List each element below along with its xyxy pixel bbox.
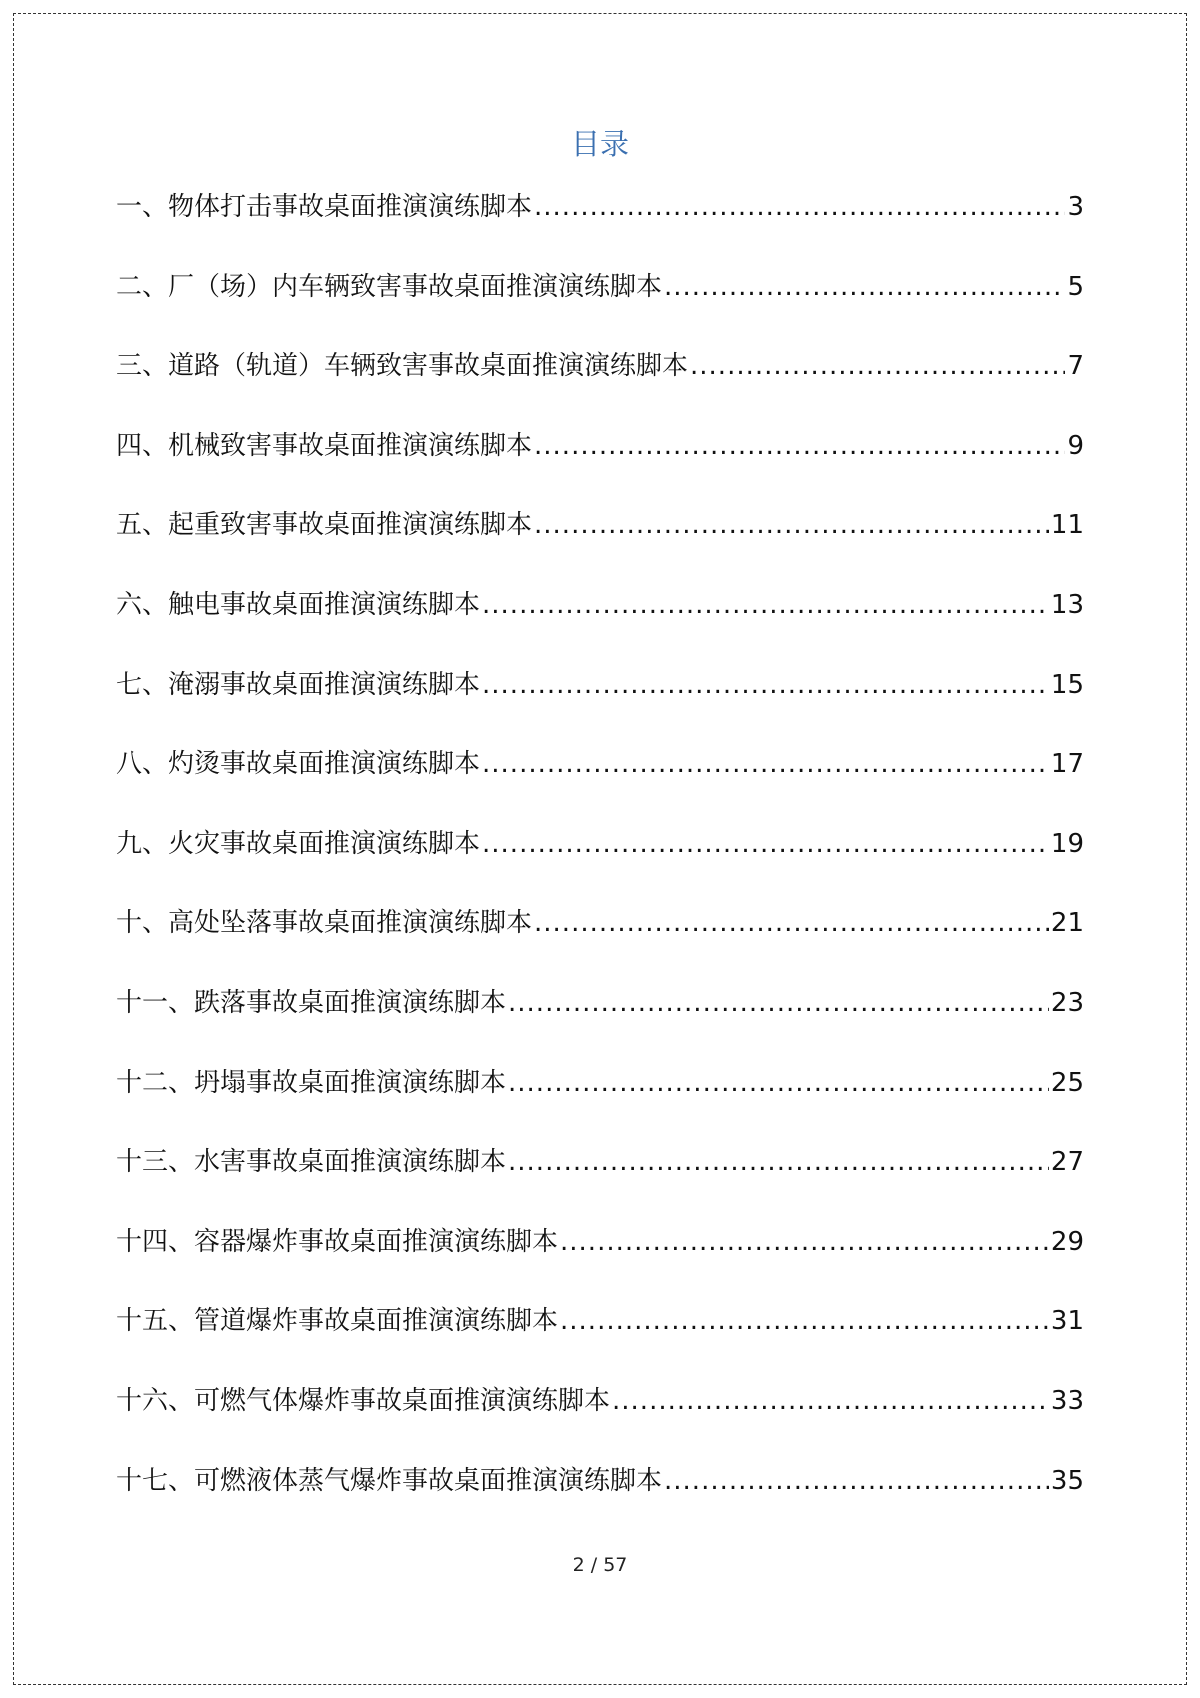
toc-entry-page: 9 <box>1067 430 1084 461</box>
toc-entry-label: 十三、水害事故桌面推演演练脚本 <box>116 1147 507 1178</box>
toc-dot-leader <box>508 1063 1049 1103</box>
toc-entry-label: 一、物体打击事故桌面推演演练脚本 <box>116 192 533 222</box>
toc-entry[interactable] <box>116 426 1084 506</box>
toc-entry-label: 十六、可燃气体爆炸事故桌面推演演练脚本 <box>116 1385 611 1416</box>
toc-dot-leader <box>664 1461 1049 1501</box>
toc-entry-page: 5 <box>1067 271 1084 302</box>
toc-entry[interactable] <box>116 267 1084 347</box>
toc-entry-label: 三、道路（轨道）车辆致害事故桌面推演演练脚本 <box>116 351 689 382</box>
toc-dot-leader <box>534 187 1065 227</box>
toc-dot-leader <box>612 1381 1049 1421</box>
toc-entry-label: 五、起重致害事故桌面推演演练脚本 <box>116 510 533 541</box>
toc-entry-page: 15 <box>1050 669 1084 700</box>
toc-dot-leader <box>534 426 1065 466</box>
toc-entry[interactable] <box>116 824 1084 904</box>
toc-dot-leader <box>482 744 1049 784</box>
toc-list <box>116 187 1084 1540</box>
toc-entry-page: 35 <box>1050 1465 1084 1496</box>
toc-entry[interactable] <box>116 1063 1084 1143</box>
toc-entry[interactable] <box>116 665 1084 745</box>
toc-entry-label: 十二、坍塌事故桌面推演演练脚本 <box>116 1067 507 1098</box>
toc-entry-page: 29 <box>1050 1226 1084 1257</box>
toc-title: 目录 <box>570 127 629 161</box>
toc-dot-leader <box>664 267 1065 307</box>
toc-entry[interactable] <box>116 505 1084 585</box>
toc-entry-page: 17 <box>1050 749 1084 780</box>
toc-entry[interactable] <box>116 585 1084 665</box>
toc-entry[interactable] <box>116 346 1084 426</box>
toc-entry-label: 十、高处坠落事故桌面推演演练脚本 <box>116 908 533 939</box>
toc-entry-page: 11 <box>1050 510 1084 541</box>
toc-dot-leader <box>534 505 1049 545</box>
toc-entry-page: 13 <box>1050 589 1084 620</box>
toc-entry-label: 八、灼烫事故桌面推演演练脚本 <box>116 749 481 780</box>
toc-entry-page: 3 <box>1067 192 1084 222</box>
toc-dot-leader <box>482 665 1049 705</box>
toc-entry[interactable] <box>116 1301 1084 1381</box>
toc-dot-leader <box>690 346 1065 386</box>
toc-entry-page: 7 <box>1067 351 1084 382</box>
toc-dot-leader <box>560 1301 1049 1341</box>
toc-entry-label: 四、机械致害事故桌面推演演练脚本 <box>116 430 533 461</box>
toc-dot-leader <box>508 983 1049 1023</box>
toc-entry[interactable] <box>116 1142 1084 1222</box>
toc-dot-leader <box>534 903 1049 943</box>
toc-entry-label: 二、厂（场）内车辆致害事故桌面推演演练脚本 <box>116 271 663 302</box>
toc-entry[interactable] <box>116 903 1084 983</box>
toc-entry-page: 25 <box>1050 1067 1084 1098</box>
toc-entry[interactable] <box>116 1461 1084 1541</box>
toc-dot-leader <box>560 1222 1049 1262</box>
toc-entry-label: 十七、可燃液体蒸气爆炸事故桌面推演演练脚本 <box>116 1465 663 1496</box>
toc-entry[interactable] <box>116 1381 1084 1461</box>
toc-entry-label: 十五、管道爆炸事故桌面推演演练脚本 <box>116 1306 559 1337</box>
toc-entry-page: 19 <box>1050 828 1084 859</box>
toc-entry-page: 21 <box>1050 908 1084 939</box>
toc-entry[interactable] <box>116 744 1084 824</box>
toc-entry-label: 九、火灾事故桌面推演演练脚本 <box>116 828 481 859</box>
toc-dot-leader <box>482 585 1049 625</box>
toc-dot-leader <box>482 824 1049 864</box>
toc-entry-label: 十四、容器爆炸事故桌面推演演练脚本 <box>116 1226 559 1257</box>
toc-entry-label: 六、触电事故桌面推演演练脚本 <box>116 589 481 620</box>
toc-entry[interactable] <box>116 187 1084 267</box>
toc-entry-label: 十一、跌落事故桌面推演演练脚本 <box>116 987 507 1018</box>
toc-dot-leader <box>508 1142 1049 1182</box>
page-number: 2 / 57 <box>572 1554 628 1576</box>
toc-entry-page: 27 <box>1050 1147 1084 1178</box>
toc-entry-label: 七、淹溺事故桌面推演演练脚本 <box>116 669 481 700</box>
toc-entry-page: 33 <box>1050 1385 1084 1416</box>
toc-entry[interactable] <box>116 1222 1084 1302</box>
toc-entry-page: 23 <box>1050 987 1084 1018</box>
toc-entry[interactable] <box>116 983 1084 1063</box>
toc-entry-page: 31 <box>1050 1306 1084 1337</box>
